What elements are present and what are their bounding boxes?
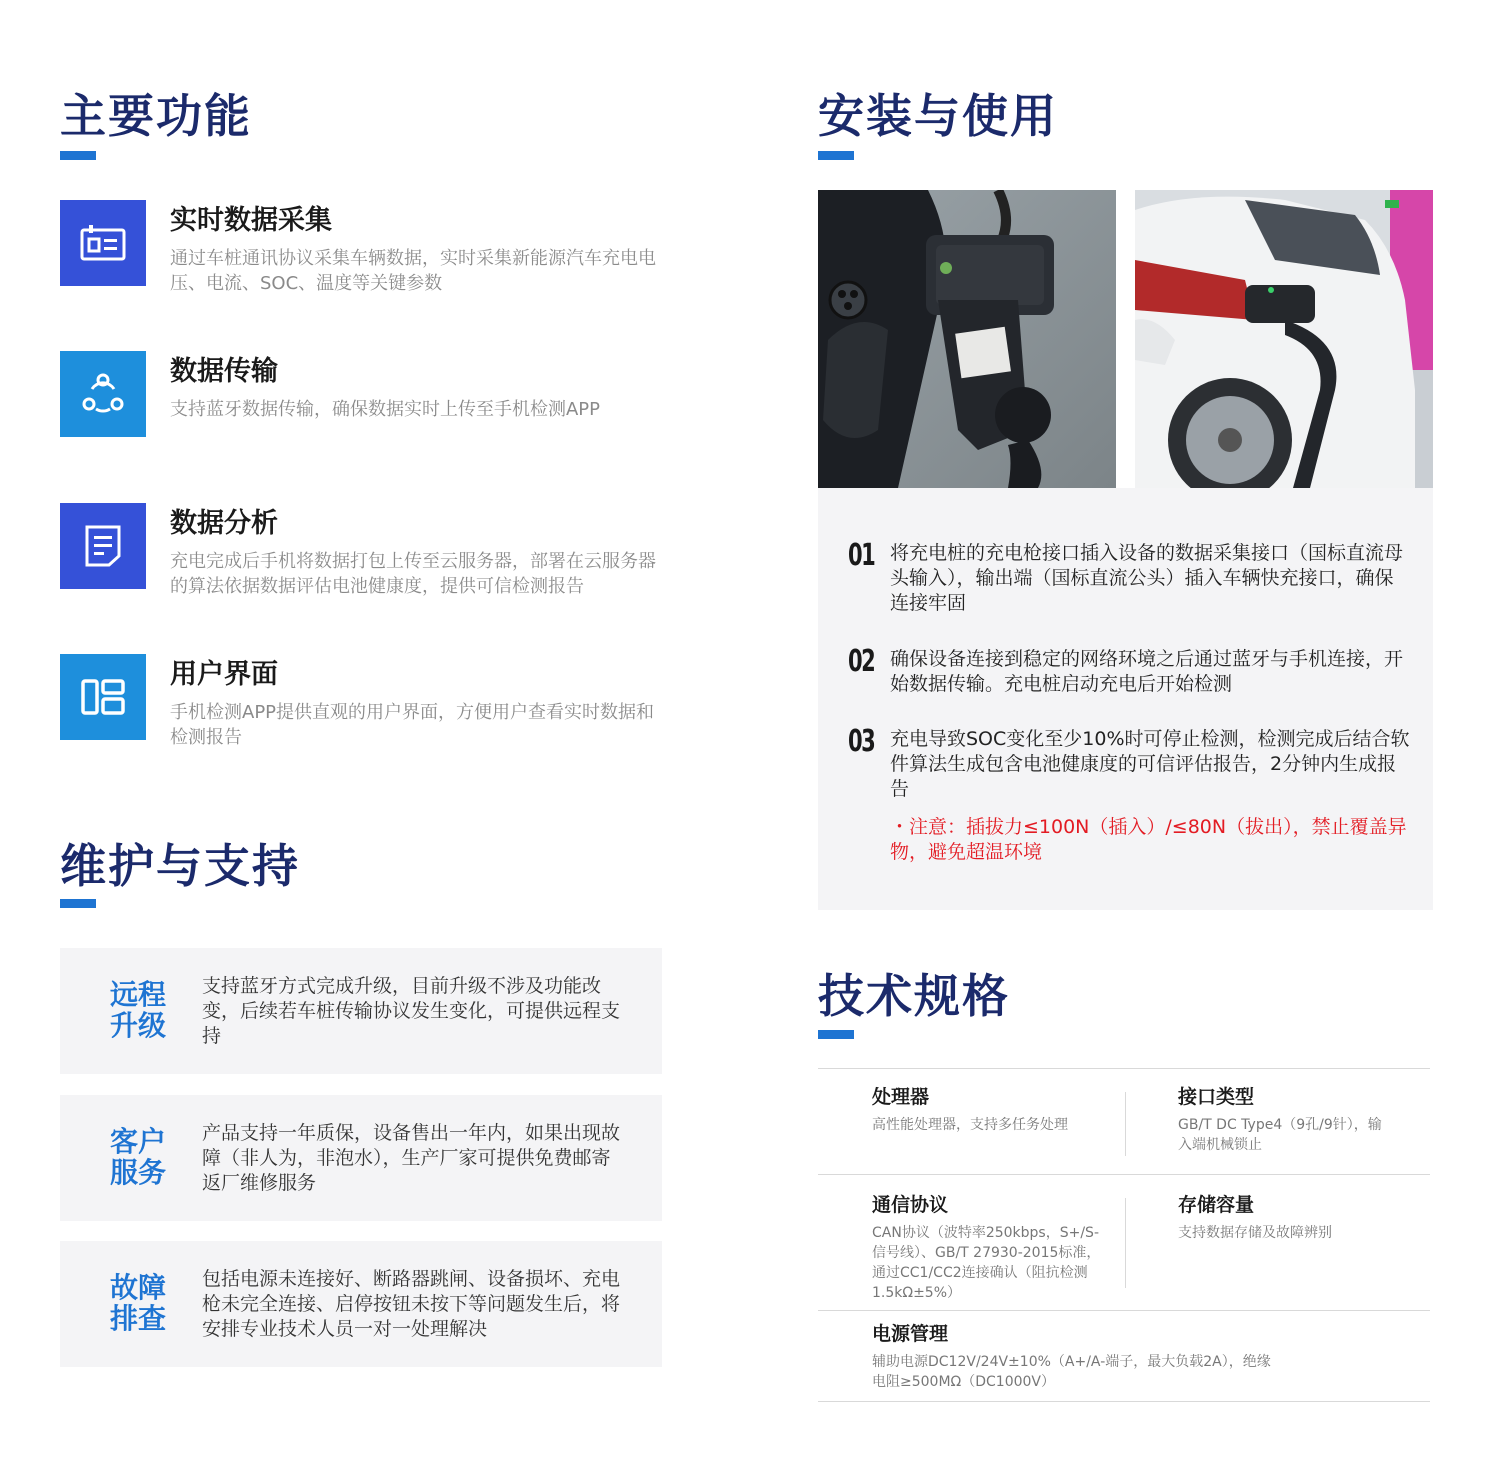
- spec-protocol-label: 通信协议: [872, 1194, 949, 1216]
- support-card: [60, 1241, 662, 1367]
- support-card-title: 远程升级: [110, 978, 167, 1042]
- feature-title: 实时数据采集: [170, 205, 332, 236]
- spec-divider: [1125, 1198, 1126, 1288]
- feature-title: 数据分析: [170, 508, 278, 539]
- device-closeup-photo: [818, 190, 1116, 488]
- spec-processor-label: 处理器: [872, 1086, 930, 1108]
- step-text: 确保设备连接到稳定的网络环境之后通过蓝牙与手机连接，开始数据传输。充电桩启动充电后开始检测: [890, 648, 1404, 695]
- share-network-icon: [60, 351, 146, 437]
- car-charging-photo: [1135, 190, 1433, 488]
- support-card-desc: 包括电源未连接好、断路器跳闸、设备损坏、充电枪未完全连接、启停按钮未按下等问题发生后，将安排专业技术人员一对一处理解决: [202, 1268, 621, 1340]
- spec-divider: [1125, 1092, 1126, 1156]
- title-underline: [818, 151, 854, 160]
- feature-desc: 充电完成后手机将数据打包上传至云服务器，部署在云服务器的算法依据数据评估电池健康度，提供可信检测报告: [170, 551, 656, 597]
- step-number: 02: [848, 644, 875, 679]
- main-features-title: 主要功能: [60, 89, 252, 143]
- support-card-title: 故障排查: [110, 1271, 167, 1335]
- spec-divider: [818, 1310, 1430, 1311]
- spec-processor-value: 高性能处理器，支持多任务处理: [872, 1117, 1068, 1133]
- title-underline: [818, 1030, 854, 1039]
- support-title: 维护与支持: [60, 839, 300, 893]
- title-underline: [60, 151, 96, 160]
- feature-desc: 手机检测APP提供直观的用户界面，方便用户查看实时数据和检测报告: [170, 702, 655, 748]
- spec-divider: [818, 1174, 1430, 1175]
- spec-storage-value: 支持数据存储及故障辨别: [1178, 1225, 1332, 1241]
- feature-item: [60, 503, 670, 613]
- spec-protocol-value: CAN协议（波特率250kbps，S+/S-信号线）、GB/T 27930-2015标准，通过CC1/CC2连接确认（阻抗检测1.5kΩ±5%）: [872, 1225, 1101, 1301]
- install-steps-panel: [818, 488, 1433, 910]
- step-number: 03: [848, 724, 875, 759]
- warning-note: ・注意：插拔力≤100N（插入）/≤80N（拔出），禁止覆盖异物，避免超温环境: [890, 816, 1407, 863]
- support-card-desc: 产品支持一年质保，设备售出一年内，如果出现故障（非人为，非泡水），生产厂家可提供免费邮寄返厂维修服务: [202, 1122, 621, 1194]
- specs-title: 技术规格: [818, 969, 1010, 1023]
- install-title: 安装与使用: [818, 89, 1058, 143]
- spec-interface-label: 接口类型: [1178, 1086, 1255, 1108]
- step-text: 充电导致SOC变化至少10%时可停止检测，检测完成后结合软件算法生成包含电池健康度的可信评估报告，2分钟内生成报告: [890, 728, 1410, 800]
- feature-desc: 支持蓝牙数据传输，确保数据实时上传至手机检测APP: [170, 399, 601, 420]
- document-icon: [60, 503, 146, 589]
- feature-item: [60, 654, 670, 764]
- feature-item: [60, 200, 670, 310]
- spec-power-label: 电源管理: [872, 1323, 949, 1345]
- step-text: 将充电桩的充电枪接口插入设备的数据采集接口（国标直流母头输入），输出端（国标直流公头）插入车辆快充接口，确保连接牢固: [890, 542, 1404, 614]
- support-card: [60, 1095, 662, 1221]
- support-card-desc: 支持蓝牙方式完成升级，目前升级不涉及功能改变，后续若车桩传输协议发生变化，可提供远程支持: [202, 975, 621, 1047]
- support-card: [60, 948, 662, 1074]
- feature-title: 数据传输: [170, 356, 278, 387]
- spec-power-value: 辅助电源DC12V/24V±10%（A+/A-端子，最大负载2A），绝缘电阻≥500MΩ（DC1000V）: [872, 1354, 1271, 1390]
- support-card-title: 客户服务: [110, 1125, 167, 1189]
- spec-interface-value: GB/T DC Type4（9孔/9针），输入端机械锁止: [1178, 1117, 1382, 1153]
- feature-title: 用户界面: [170, 659, 278, 690]
- layout-icon: [60, 654, 146, 740]
- feature-desc: 通过车桩通讯协议采集车辆数据，实时采集新能源汽车充电电压、电流、SOC、温度等关键参数: [170, 248, 656, 294]
- step-number: 01: [848, 538, 875, 573]
- title-underline: [60, 899, 96, 908]
- spec-divider: [818, 1401, 1430, 1402]
- spec-storage-label: 存储容量: [1178, 1194, 1255, 1216]
- feature-item: [60, 351, 670, 461]
- data-collection-icon: [60, 200, 146, 286]
- spec-divider: [818, 1068, 1430, 1069]
